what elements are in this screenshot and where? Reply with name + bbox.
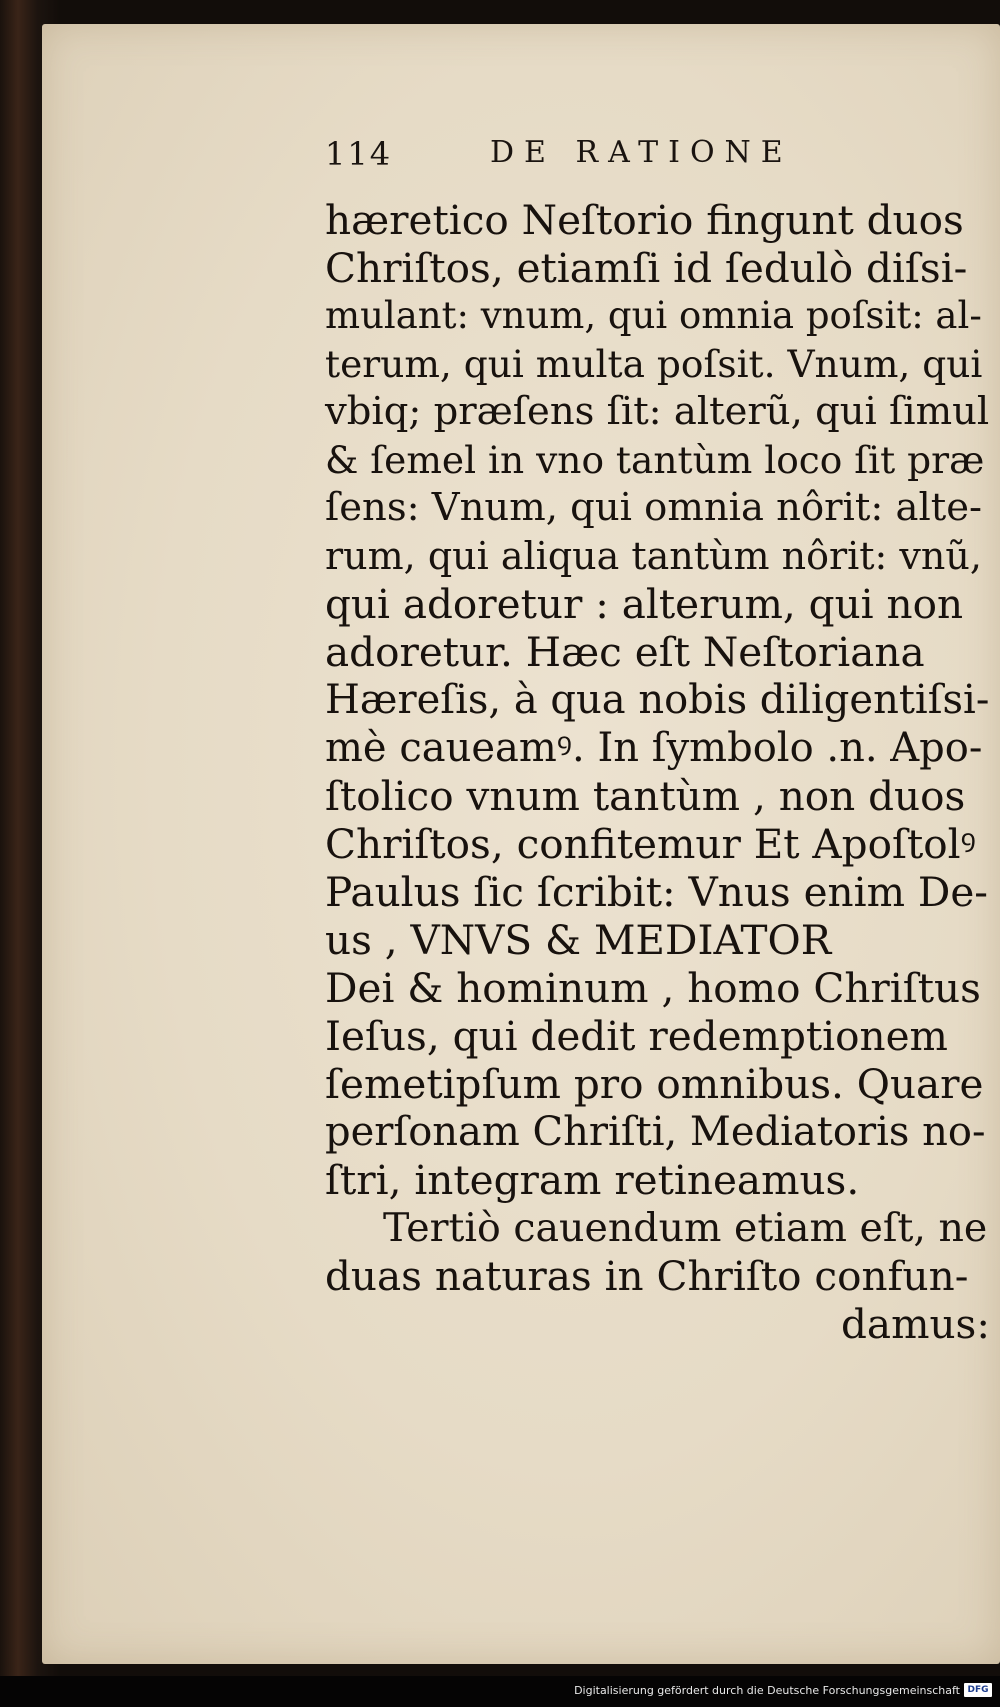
page-text	[325, 196, 990, 1348]
digitization-footer	[0, 1676, 1000, 1707]
text-line: Ieſus, qui dedit redemptionem	[325, 1012, 948, 1060]
text-line: ſemetipſum pro omnibus. Quare	[325, 1060, 984, 1108]
footer-credit: Digitalisierung gefördert durch die Deutsche Forschungsgemeinschaft	[574, 1684, 960, 1697]
page-number: 114	[325, 135, 393, 173]
running-head: DE RATIONE	[490, 135, 793, 170]
text-line: mè caueamꝰ. In ſymbolo .n. Apo-	[325, 725, 983, 771]
text-line: perſonam Chriſti, Mediatoris no-	[325, 1109, 986, 1155]
page-header	[325, 135, 945, 185]
catchword: damus:	[841, 1300, 990, 1348]
text-line: hæretico Neſtorio fingunt duos	[325, 196, 964, 244]
text-line: & ſemel in vno tantùm loco ſit præ	[325, 438, 985, 482]
text-line: Chriſtos, confitemur Et Apoſtolꝰ	[325, 820, 977, 868]
text-line: ſtri, integram retineamus.	[325, 1156, 860, 1204]
text-line: terum, qui multa poſsit. Vnum, qui	[325, 342, 983, 386]
text-line: duas naturas in Chriſto confun-	[325, 1252, 969, 1300]
text-line: mulant: vnum, qui omnia poſsit: al-	[325, 294, 982, 337]
text-line: ſens: Vnum, qui omnia nôrit: alte-	[325, 485, 983, 530]
dfg-logo-icon: DFG	[964, 1683, 992, 1697]
text-line: Dei & hominum , homo Chriſtus	[325, 964, 981, 1012]
text-line: vbiq; præſens ſit: alterũ, qui ſimul	[325, 389, 990, 434]
text-line: Hæreſis, à qua nobis diligentiſsi-	[325, 677, 990, 723]
text-line: qui adoretur : alterum, qui non	[325, 580, 964, 628]
text-line: Chriſtos, etiamſi id ſedulò diſsi-	[325, 244, 968, 292]
text-line: us , VNVS & MEDIATOR	[325, 916, 832, 964]
paragraph-first-line: Tertiò cauendum etiam eſt, ne	[383, 1205, 988, 1251]
text-line: rum, qui aliqua tantùm nôrit: vnũ,	[325, 534, 982, 578]
text-line: adoretur. Hæc eſt Neſtoriana	[325, 628, 925, 676]
text-line: ſtolico vnum tantùm , non duos	[325, 772, 966, 820]
text-line: Paulus ſic ſcribit: Vnus enim De-	[325, 868, 988, 916]
